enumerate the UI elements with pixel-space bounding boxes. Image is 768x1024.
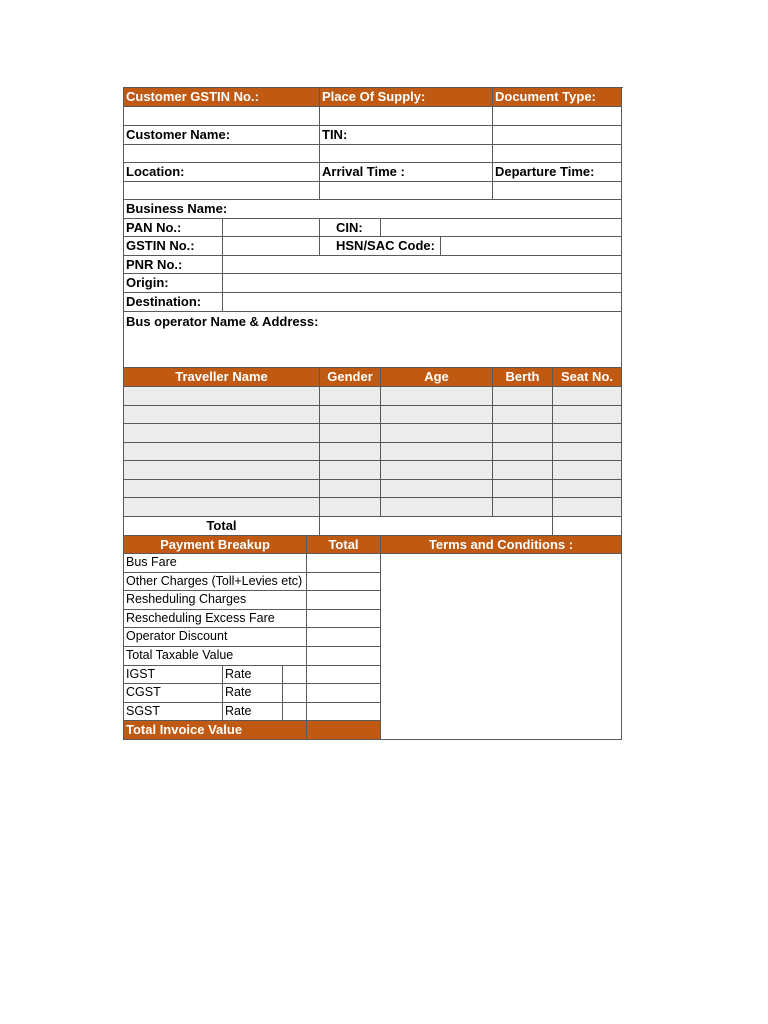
hsn-sac-label: HSN/SAC Code: bbox=[320, 237, 441, 256]
tax-rate-field[interactable] bbox=[283, 684, 307, 703]
traveller-row-6-cell[interactable] bbox=[320, 480, 381, 499]
traveller-row-6-cell[interactable] bbox=[124, 480, 320, 499]
traveller-total-label: Total bbox=[124, 517, 320, 536]
payment-row-label: Operator Discount bbox=[124, 628, 307, 647]
document-type-field[interactable] bbox=[493, 107, 622, 126]
pnr-field[interactable] bbox=[223, 256, 622, 274]
pan-label: PAN No.: bbox=[124, 219, 223, 237]
payment-row-total-field[interactable] bbox=[307, 628, 381, 647]
tax-name-label: IGST bbox=[124, 666, 223, 685]
traveller-row-6-cell[interactable] bbox=[553, 480, 622, 499]
destination-field[interactable] bbox=[223, 293, 622, 312]
traveller-row-5-cell[interactable] bbox=[124, 461, 320, 480]
arrival-time-field[interactable] bbox=[320, 182, 493, 200]
pnr-label: PNR No.: bbox=[124, 256, 223, 274]
tax-name-label: CGST bbox=[124, 684, 223, 703]
traveller-row-7-cell[interactable] bbox=[553, 498, 622, 517]
customer-extra-field[interactable] bbox=[493, 145, 622, 163]
payment-row-total-field[interactable] bbox=[307, 647, 381, 666]
pan-field[interactable] bbox=[223, 219, 320, 237]
cin-label: CIN: bbox=[320, 219, 381, 237]
tax-rate-label: Rate bbox=[223, 666, 283, 685]
tin-field[interactable] bbox=[320, 145, 493, 163]
tax-rate-field[interactable] bbox=[283, 703, 307, 722]
traveller-row-5-cell[interactable] bbox=[320, 461, 381, 480]
traveller-row-1-cell[interactable] bbox=[381, 387, 493, 406]
traveller-row-4-cell[interactable] bbox=[124, 443, 320, 462]
tax-rate-label: Rate bbox=[223, 703, 283, 722]
traveller-row-4-cell[interactable] bbox=[493, 443, 553, 462]
customer-name-field[interactable] bbox=[124, 145, 320, 163]
traveller-row-6-cell[interactable] bbox=[381, 480, 493, 499]
payment-row-label: Total Taxable Value bbox=[124, 647, 307, 666]
seat-no-header: Seat No. bbox=[553, 368, 622, 387]
traveller-row-5-cell[interactable] bbox=[381, 461, 493, 480]
place-of-supply-label: Place Of Supply: bbox=[320, 88, 493, 107]
traveller-row-3-cell[interactable] bbox=[553, 424, 622, 443]
traveller-row-7-cell[interactable] bbox=[320, 498, 381, 517]
hsn-sac-field[interactable] bbox=[441, 237, 622, 256]
traveller-name-header: Traveller Name bbox=[124, 368, 320, 387]
customer-gstin-label: Customer GSTIN No.: bbox=[124, 88, 320, 107]
traveller-row-2-cell[interactable] bbox=[381, 406, 493, 425]
terms-conditions-box[interactable] bbox=[381, 554, 622, 740]
gender-header: Gender bbox=[320, 368, 381, 387]
place-of-supply-field[interactable] bbox=[320, 107, 493, 126]
traveller-row-1-cell[interactable] bbox=[493, 387, 553, 406]
payment-breakup-header: Payment Breakup bbox=[124, 536, 307, 554]
tax-rate-label: Rate bbox=[223, 684, 283, 703]
payment-row-total-field[interactable] bbox=[307, 573, 381, 592]
tax-amount-field[interactable] bbox=[307, 666, 381, 685]
tin-extra-field[interactable] bbox=[493, 126, 622, 145]
payment-row-total-field[interactable] bbox=[307, 591, 381, 610]
tin-label: TIN: bbox=[320, 126, 493, 145]
total-invoice-label: Total Invoice Value bbox=[124, 721, 307, 740]
tax-name-label: SGST bbox=[124, 703, 223, 722]
arrival-time-label: Arrival Time : bbox=[320, 163, 493, 182]
traveller-row-5-cell[interactable] bbox=[553, 461, 622, 480]
traveller-row-4-cell[interactable] bbox=[320, 443, 381, 462]
traveller-row-1-cell[interactable] bbox=[124, 387, 320, 406]
cin-field[interactable] bbox=[381, 219, 622, 237]
traveller-row-7-cell[interactable] bbox=[124, 498, 320, 517]
payment-row-total-field[interactable] bbox=[307, 554, 381, 573]
traveller-row-2-cell[interactable] bbox=[320, 406, 381, 425]
tax-amount-field[interactable] bbox=[307, 684, 381, 703]
gstin-field[interactable] bbox=[223, 237, 320, 256]
customer-name-label: Customer Name: bbox=[124, 126, 320, 145]
traveller-row-3-cell[interactable] bbox=[124, 424, 320, 443]
payment-row-label: Other Charges (Toll+Levies etc) bbox=[124, 573, 307, 592]
customer-gstin-field[interactable] bbox=[124, 107, 320, 126]
traveller-row-7-cell[interactable] bbox=[493, 498, 553, 517]
departure-time-label: Departure Time: bbox=[493, 163, 622, 182]
origin-field[interactable] bbox=[223, 274, 622, 293]
traveller-row-1-cell[interactable] bbox=[320, 387, 381, 406]
payment-row-total-field[interactable] bbox=[307, 610, 381, 629]
departure-time-field[interactable] bbox=[493, 182, 622, 200]
payment-total-header: Total bbox=[307, 536, 381, 554]
traveller-row-1-cell[interactable] bbox=[553, 387, 622, 406]
traveller-row-6-cell[interactable] bbox=[493, 480, 553, 499]
gstin-label: GSTIN No.: bbox=[124, 237, 223, 256]
document-type-label: Document Type: bbox=[493, 88, 622, 107]
berth-header: Berth bbox=[493, 368, 553, 387]
total-invoice-field[interactable] bbox=[307, 721, 381, 740]
location-field[interactable] bbox=[124, 182, 320, 200]
traveller-row-3-cell[interactable] bbox=[493, 424, 553, 443]
payment-row-label: Rescheduling Excess Fare bbox=[124, 610, 307, 629]
destination-label: Destination: bbox=[124, 293, 223, 312]
payment-row-label: Resheduling Charges bbox=[124, 591, 307, 610]
traveller-row-2-cell[interactable] bbox=[124, 406, 320, 425]
location-label: Location: bbox=[124, 163, 320, 182]
traveller-row-2-cell[interactable] bbox=[553, 406, 622, 425]
origin-label: Origin: bbox=[124, 274, 223, 293]
age-header: Age bbox=[381, 368, 493, 387]
tax-amount-field[interactable] bbox=[307, 703, 381, 722]
traveller-row-4-cell[interactable] bbox=[381, 443, 493, 462]
traveller-row-5-cell[interactable] bbox=[493, 461, 553, 480]
traveller-total-field[interactable] bbox=[320, 517, 553, 536]
traveller-row-3-cell[interactable] bbox=[320, 424, 381, 443]
traveller-row-3-cell[interactable] bbox=[381, 424, 493, 443]
traveller-row-7-cell[interactable] bbox=[381, 498, 493, 517]
traveller-row-2-cell[interactable] bbox=[493, 406, 553, 425]
traveller-row-4-cell[interactable] bbox=[553, 443, 622, 462]
payment-row-label: Bus Fare bbox=[124, 554, 307, 573]
traveller-total-seat-field[interactable] bbox=[553, 517, 622, 536]
bus-operator-label: Bus operator Name & Address: bbox=[124, 312, 622, 368]
tax-rate-field[interactable] bbox=[283, 666, 307, 685]
business-name-label: Business Name: bbox=[124, 200, 622, 219]
terms-conditions-header: Terms and Conditions : bbox=[381, 536, 622, 554]
